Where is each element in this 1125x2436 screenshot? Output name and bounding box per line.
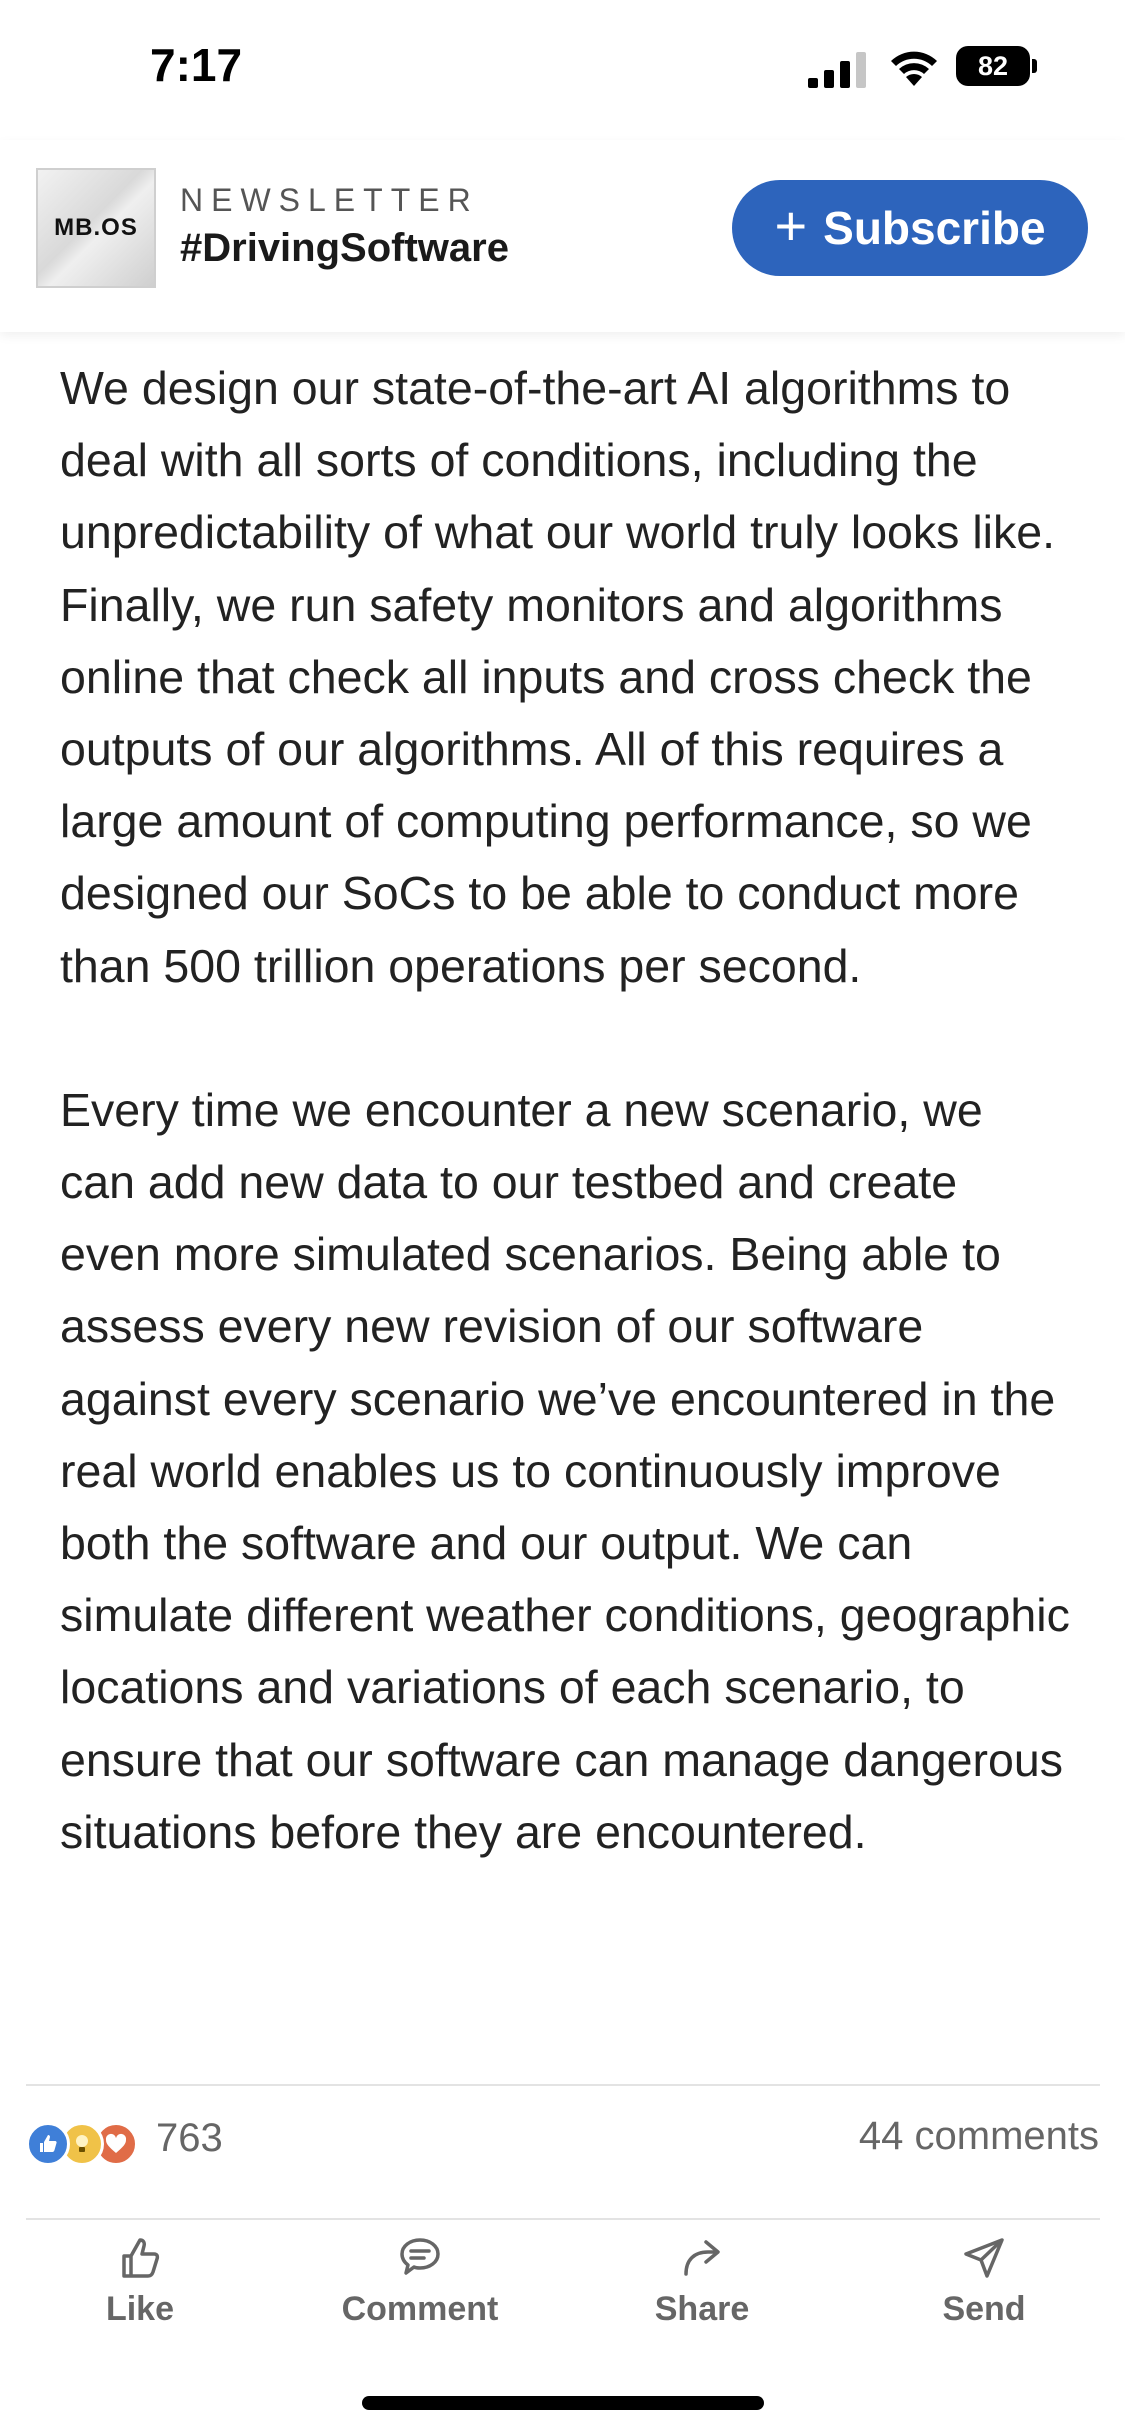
wifi-icon [886, 46, 942, 88]
divider [26, 2084, 1100, 2086]
status-time: 7:17 [150, 39, 243, 91]
reaction-count: 763 [156, 2116, 223, 2160]
newsletter-kicker: NEWSLETTER [180, 182, 479, 218]
comment-label: Comment [341, 2290, 499, 2328]
share-arrow-icon [678, 2234, 726, 2282]
divider [26, 2218, 1100, 2220]
send-label: Send [942, 2290, 1026, 2328]
newsletter-header [0, 140, 1125, 332]
signal-icon [808, 52, 868, 88]
article-paragraph: We design our state-of-the-art AI algorithms to deal with all sorts of conditions, including the unpredictability of what our world truly looks like. Finally, we run safety monitors and algorithms online that check all inputs and cross check the outputs of our algorithms. All of this requires a large amount of computing performance, so we designed our SoCs to be able to conduct more than 500 trillion operations per second. [60, 362, 1056, 992]
like-label: Like [105, 2290, 175, 2328]
article-paragraph: Every time we encounter a new scenario, we can add new data to our testbed and create even more simulated scenarios. Being able to assess every new revision of our software against every scenario we’ve encountered in the real world enables us to continuously improve both the software and our output. We can simulate different weather conditions, geographic locations and variations of each scenario, to ensure that our software can manage dangerous situations before they are encountered. [60, 1083, 1070, 1858]
newsletter-name[interactable]: #DrivingSoftware [180, 226, 509, 270]
subscribe-label: Subscribe [823, 202, 1046, 254]
home-indicator[interactable] [362, 2396, 764, 2410]
newsletter-logo[interactable] [36, 168, 156, 288]
share-label: Share [654, 2290, 750, 2328]
article-body [60, 352, 1070, 1868]
like-button[interactable] [20, 2226, 260, 2346]
logo-text: MB.OS [54, 214, 138, 241]
comments-count[interactable]: 44 comments [858, 2114, 1099, 2158]
plus-icon: + [774, 194, 808, 257]
battery-level: 82 [977, 51, 1009, 81]
status-bar [0, 0, 1125, 140]
send-paper-plane-icon [960, 2234, 1008, 2282]
comment-icon [396, 2234, 444, 2282]
battery-icon [956, 46, 1036, 86]
action-bar [0, 2226, 1125, 2346]
thumbs-up-icon [116, 2234, 164, 2282]
share-button[interactable] [582, 2226, 822, 2346]
send-button[interactable] [864, 2226, 1104, 2346]
comment-button[interactable] [300, 2226, 540, 2346]
subscribe-button[interactable] [732, 180, 1088, 276]
like-reaction-icon [26, 2122, 70, 2166]
